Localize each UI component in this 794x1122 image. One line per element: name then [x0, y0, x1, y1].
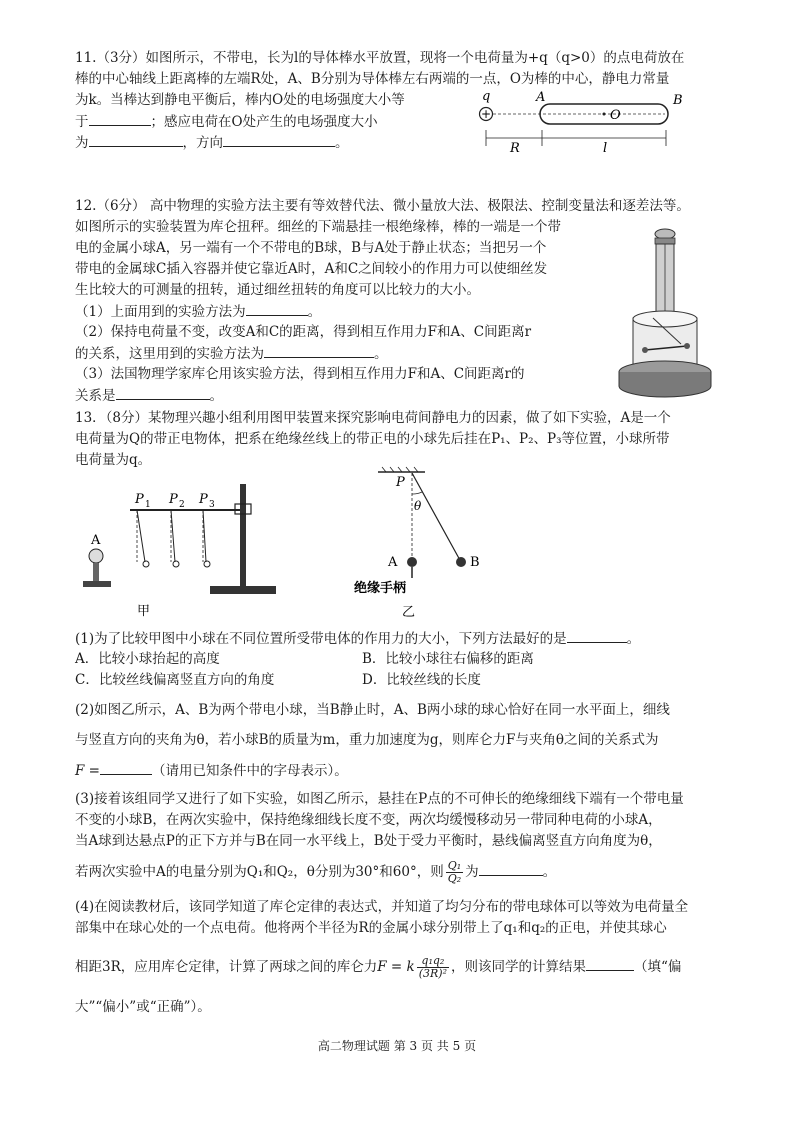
q13-sub-2-line-2: 与竖直方向的夹角为θ，若小球B的质量为m，重力加速度为g，则库仑力F与夹角θ之间的关系式为 [75, 732, 659, 748]
q11-answer-blank-2[interactable] [89, 132, 183, 147]
q12-sub-2b [75, 343, 388, 364]
q13-s4-text: 相距3R，应用库仑定律，计算了两球之间的库仑力 [75, 959, 378, 975]
fig-yi-ball-A [407, 557, 417, 567]
q11-answer-blank-1[interactable] [89, 111, 151, 126]
q13-s3-ratio-num: Q₁ [447, 859, 462, 872]
fig-yi-A-label: A [388, 555, 398, 570]
fig-jia-thread-2 [171, 510, 175, 562]
q12-s2-end: 。 [374, 346, 388, 362]
torsion-head-cap [655, 238, 675, 244]
q13-s2-F: F = [75, 763, 100, 779]
fig-yi-ball-B [456, 557, 466, 567]
q11-center-point [603, 113, 606, 116]
q11-fig-plus: + [481, 107, 492, 121]
fig-jia-ball-2 [173, 561, 179, 567]
q12-s1-end: 。 [307, 304, 322, 320]
fig-yi-handle-label: 绝缘手柄 [354, 581, 407, 596]
q12-line-4: 带电的金属球C插入容器并使它靠近A时，A和C之间较小的作用力可以使细丝发 [75, 261, 548, 277]
q11-l5-prefix: 为 [75, 135, 89, 151]
q12-sub-3a: （3）法国物理学家库仑用该实验方法，得到相互作用力F和A、C间距离r的 [75, 366, 525, 382]
q13-opt-D[interactable]: D．比较丝线的长度 [362, 672, 481, 688]
q13-s2-note: （请用已知条件中的字母表示）。 [151, 763, 348, 779]
q13-line-2: 电荷量为Q的带正电物体，把系在绝缘丝线上的带正电的小球先后挂在P₁、P₂、P₃等位置，小球所带 [75, 431, 670, 447]
q11-answer-blank-3[interactable] [223, 132, 335, 147]
q13-s3-text: 若两次实验中A的电量分别为Q₁和Q₂，θ分别为30°和60°，则 [75, 864, 444, 880]
fig-jia-A-label: A [91, 533, 101, 548]
q13-sub-3-line-1: (3)接着该组同学又进行了如下实验，如图乙所示，悬挂在P点的不可伸长的绝缘细线下端有一个带电量 [75, 791, 684, 807]
fig-jia-stand-pole [240, 484, 246, 590]
q11-line-5 [75, 132, 349, 153]
fig-yi-P-label: P [396, 475, 405, 490]
ball-A [684, 343, 690, 349]
q12-line-2: 如图所示的实验装置为库仑扭秤。细丝的下端悬挂一根绝缘棒，棒的一端是一个带 [75, 219, 561, 235]
fig-jia-P1: P [135, 492, 144, 507]
fig-yi-caption: 乙 [402, 605, 416, 620]
torsion-head-knob [655, 229, 675, 239]
fig-yi-B-label: B [470, 555, 480, 570]
q12-line-5: 生比较大的可测量的扭转，通过细丝扭转的角度可以比较力的大小。 [75, 282, 480, 298]
cylinder-lid [633, 311, 697, 327]
fig-jia-thread-1 [137, 510, 145, 562]
q11-l4-suffix: ；感应电荷在O处产生的电场强度大小 [150, 114, 378, 130]
q13-s3-end: 。 [542, 864, 557, 880]
base-side [619, 372, 711, 397]
coulomb-torsion-balance-figure [615, 222, 725, 402]
fig-jia-ball-3 [204, 561, 210, 567]
q12-s3-text: 关系是 [75, 388, 116, 404]
q13-sub-3-line-2: 不变的小球B，在两次实验中，保持绝缘细线长度不变，两次均缓慢移动另一带同种电荷的小球A， [75, 812, 662, 828]
q13-sub-4-line-2: 部集中在球心处的一个点电荷。他将两个半径为R的金属小球分别带上了q₁和q₂的正电，并使其球心 [75, 920, 667, 936]
q13-s4-fill-hint: （填“偏 [634, 959, 682, 975]
q13-sub-4-line-4: 大”“偏小”或“正确”）。 [75, 999, 211, 1015]
q12-line-3: 电的金属小球A，另一端有一个不带电的B球，B与A处于静止状态；当把另一个 [75, 240, 547, 256]
q13-answer-blank-3[interactable] [479, 861, 543, 876]
q12-s1-text: （1）上面用到的实验方法为 [75, 304, 246, 320]
q12-s3-end: 。 [209, 388, 223, 404]
q12-answer-blank-3[interactable] [116, 385, 210, 400]
q13-line-1: 13．（8分）某物理兴趣小组利用图甲装置来探究影响电荷间静电力的因素，做了如下实验，A是一个 [75, 410, 671, 426]
q13-s1-end: 。 [626, 631, 641, 647]
q12-line-1: 12.（6分） 高中物理的实验方法主要有等效替代法、微小量放大法、极限法、控制变量法和逐差法等。 [75, 198, 690, 214]
q11-fig-l: l [603, 141, 608, 156]
q11-fig-B: B [673, 93, 683, 108]
q11-line-2: 棒的中心轴线上距离棒的左端R处，A、B分别为导体棒左右两端的一点，O为棒的中心，静电力常量 [75, 71, 670, 87]
q13-s4-formula-lhs: F = k [377, 959, 415, 975]
q11-l4-prefix: 于 [75, 114, 89, 130]
fig-jia-P3-sub: 3 [209, 500, 215, 510]
q13-sub-4-line-1: (4)在阅读教材后，该同学知道了库仑定律的表达式，并知道了均匀分布的带电球体可以等效为电荷量全 [75, 899, 689, 915]
ball-B [642, 347, 648, 353]
q12-sub-2a: （2）保持电荷量不变，改变A和C的距离，得到相互作用力F和A、C间距离r [75, 324, 532, 340]
q11-line-1: 11.（3分）如图所示，不带电，长为l的导体棒水平放置，现将一个电荷量为+q（q>0）的点电荷放在 [75, 50, 685, 66]
q11-fig-A: A [536, 90, 546, 105]
q11-l5-mid: ，方向 [182, 135, 223, 151]
fig-jia-stand-base [210, 586, 276, 594]
q13-sub-2-line-1: (2)如图乙所示，A、B为两个带电小球，当B静止时，A、B两小球的球心恰好在同一水平面上，细线 [75, 702, 670, 718]
q12-s2-text: 的关系，这里用到的实验方法为 [75, 346, 264, 362]
q13-s3-wei: 为 [465, 864, 479, 880]
fig-yi-angle-arc [412, 492, 422, 494]
q12-answer-blank-2[interactable] [264, 343, 374, 358]
fig-jia-P1-sub: 1 [145, 500, 151, 510]
q11-line-4 [75, 111, 378, 132]
q13-s4-mid: ，则该同学的计算结果 [451, 959, 586, 975]
q13-answer-blank-2[interactable] [100, 760, 152, 775]
q11-fig-q-label: q [482, 89, 491, 104]
q13-s1-text: (1)为了比较甲图中小球在不同位置所受带电体的作用力的大小，下列方法最好的是 [75, 631, 567, 647]
q13-sub-3-line-3: 当A球到达悬点P的正下方并与B在同一水平线上，B处于受力平衡时，悬线偏离竖直方向角度为θ， [75, 833, 662, 849]
q11-line-3: 为k。当棒达到静电平衡后，棒内O处的电场强度大小等 [75, 92, 405, 108]
fig-jia-charged-body [89, 549, 103, 563]
q13-sub-1 [75, 628, 640, 649]
q11-l5-end: 。 [335, 135, 349, 151]
q13-opt-C[interactable]: C．比较丝线偏离竖直方向的角度 [75, 672, 275, 688]
q11-fig-O: O [610, 108, 621, 123]
q11-fig-R: R [510, 141, 520, 156]
fig-jia-P2: P [169, 492, 178, 507]
q13-s4-formula-den: (3R)² [418, 967, 447, 980]
fig-yi-theta: θ [414, 499, 422, 513]
q11-rod-figure [470, 86, 690, 158]
fig-jia-P2-sub: 2 [179, 500, 185, 510]
q13-answer-blank-4[interactable] [586, 956, 634, 971]
page-footer: 高二物理试题 第 3 页 共 5 页 [317, 1039, 477, 1053]
q13-s3-ratio-den: Q₂ [447, 872, 462, 885]
q13-s3-ratio [446, 860, 463, 885]
q13-opt-B[interactable]: B．比较小球往右偏移的距离 [362, 651, 534, 667]
q13-answer-blank-1[interactable] [567, 628, 627, 643]
q13-sub-4-line-3 [75, 952, 681, 982]
q13-figure-jia [75, 470, 290, 620]
fig-jia-body-base [83, 581, 111, 587]
q12-sub-3b [75, 385, 223, 406]
fig-jia-insulated-stand [93, 563, 99, 581]
q13-line-3: 电荷量为q。 [75, 452, 152, 468]
q13-sub-3-line-4 [75, 858, 556, 886]
q13-figure-yi [340, 464, 490, 624]
q12-sub-1 [75, 301, 321, 322]
fig-jia-caption: 甲 [137, 604, 151, 619]
q13-sub-2-line-3 [75, 760, 348, 781]
fig-jia-thread-3 [203, 510, 206, 562]
q13-opt-A[interactable]: A．比较小球抬起的高度 [75, 651, 220, 667]
fig-yi-thread [412, 473, 461, 562]
fig-jia-ball-1 [143, 561, 149, 567]
q13-s4-formula-num: q₁q₂ [417, 955, 449, 968]
fig-jia-P3: P [199, 492, 208, 507]
q12-answer-blank-1[interactable] [246, 301, 308, 316]
q13-s4-formula [417, 955, 449, 980]
